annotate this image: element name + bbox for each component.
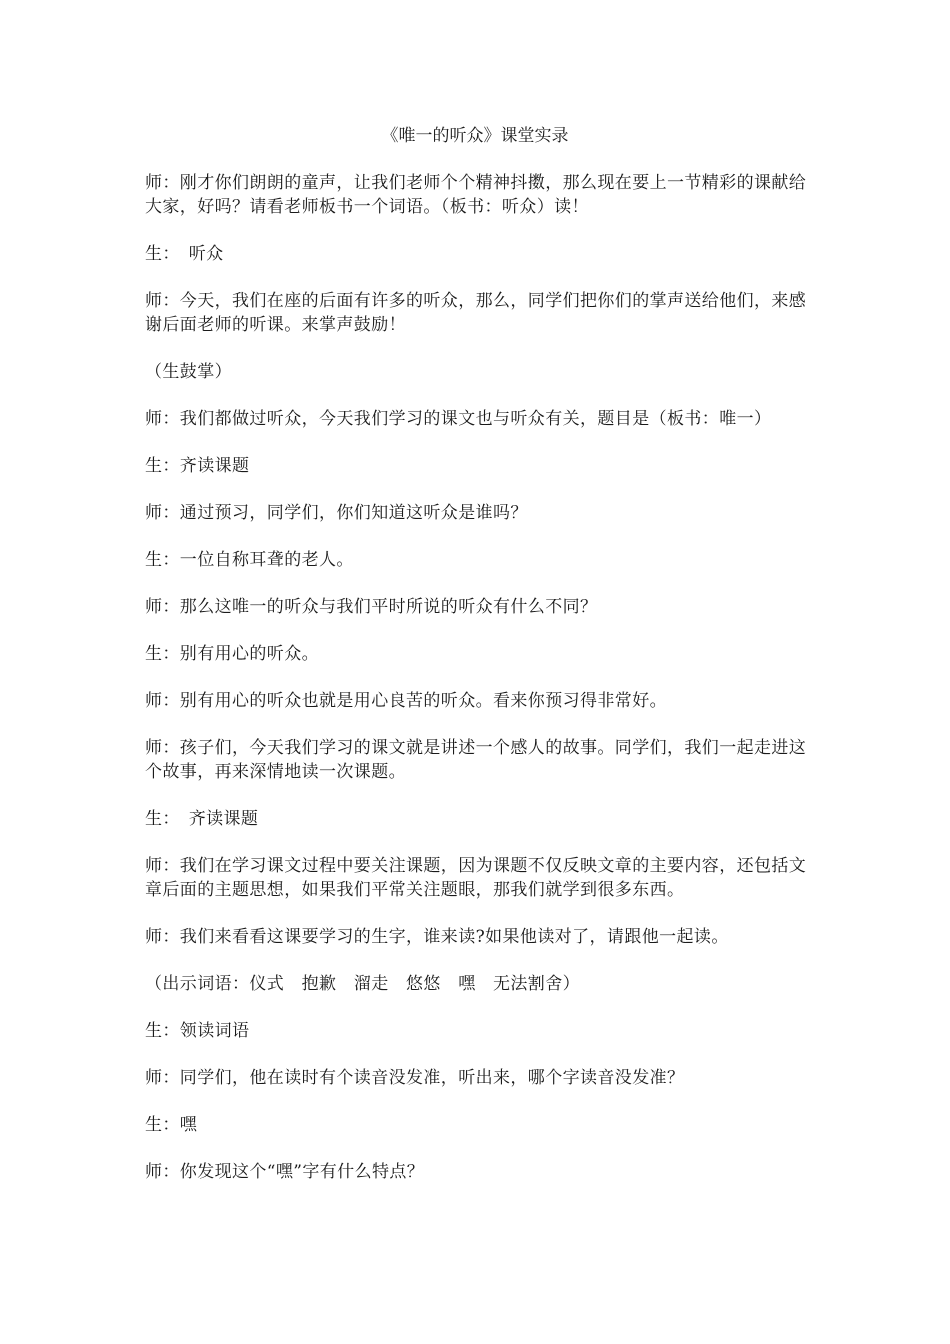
paragraph: 生：别有用心的听众。 <box>145 644 319 664</box>
paragraph: 生：一位自称耳聋的老人。 <box>145 550 354 570</box>
paragraph: 师：我们在学习课文过程中要关注课题，因为课题不仅反映文章的主要内容，还包括文章后面的主题思想，如果我们平常关注题眼，那我们就学到很多东西。 <box>145 856 807 900</box>
paragraph: 师：通过预习，同学们，你们知道这听众是谁吗？ <box>145 503 528 523</box>
document-title: 《唯一的听众》课堂实录 <box>381 126 569 146</box>
paragraph: 生： 听众 <box>145 244 224 264</box>
paragraph: 师：我们都做过听众，今天我们学习的课文也与听众有关，题目是（板书：唯一） <box>145 409 772 429</box>
paragraph: 生： 齐读课题 <box>145 809 259 829</box>
paragraph: 师：孩子们，今天我们学习的课文就是讲述一个感人的故事。同学们，我们一起走进这个故事，再来深情地读一次课题。 <box>145 738 807 782</box>
paragraph: （生鼓掌） <box>145 362 232 382</box>
paragraph: 师：刚才你们朗朗的童声，让我们老师个个精神抖擞，那么现在要上一节精彩的课献给大家，好吗？请看老师板书一个词语。（板书：听众）读！ <box>145 173 807 217</box>
paragraph: 师：我们来看看这课要学习的生字，谁来读?如果他读对了，请跟他一起读。 <box>145 927 729 947</box>
paragraph: 生：嘿 <box>145 1115 198 1135</box>
document-body <box>145 171 810 1207</box>
paragraph: 生：领读词语 <box>145 1021 250 1041</box>
paragraph: 生：齐读课题 <box>145 456 250 476</box>
paragraph: 师：你发现这个“嘿”字有什么特点？ <box>145 1162 425 1182</box>
paragraph: 师：那么这唯一的听众与我们平时所说的听众有什么不同？ <box>145 597 598 617</box>
paragraph: 师：同学们，他在读时有个读音没发准，听出来，哪个字读音没发准？ <box>145 1068 685 1088</box>
paragraph: 师：今天，我们在座的后面有许多的听众，那么，同学们把你们的掌声送给他们，来感谢后面老师的听课。来掌声鼓励！ <box>145 291 807 335</box>
paragraph: 师：别有用心的听众也就是用心良苦的听众。看来你预习得非常好。 <box>145 691 667 711</box>
paragraph: （出示词语：仪式 抱歉 溜走 悠悠 嘿 无法割舍） <box>145 974 580 994</box>
